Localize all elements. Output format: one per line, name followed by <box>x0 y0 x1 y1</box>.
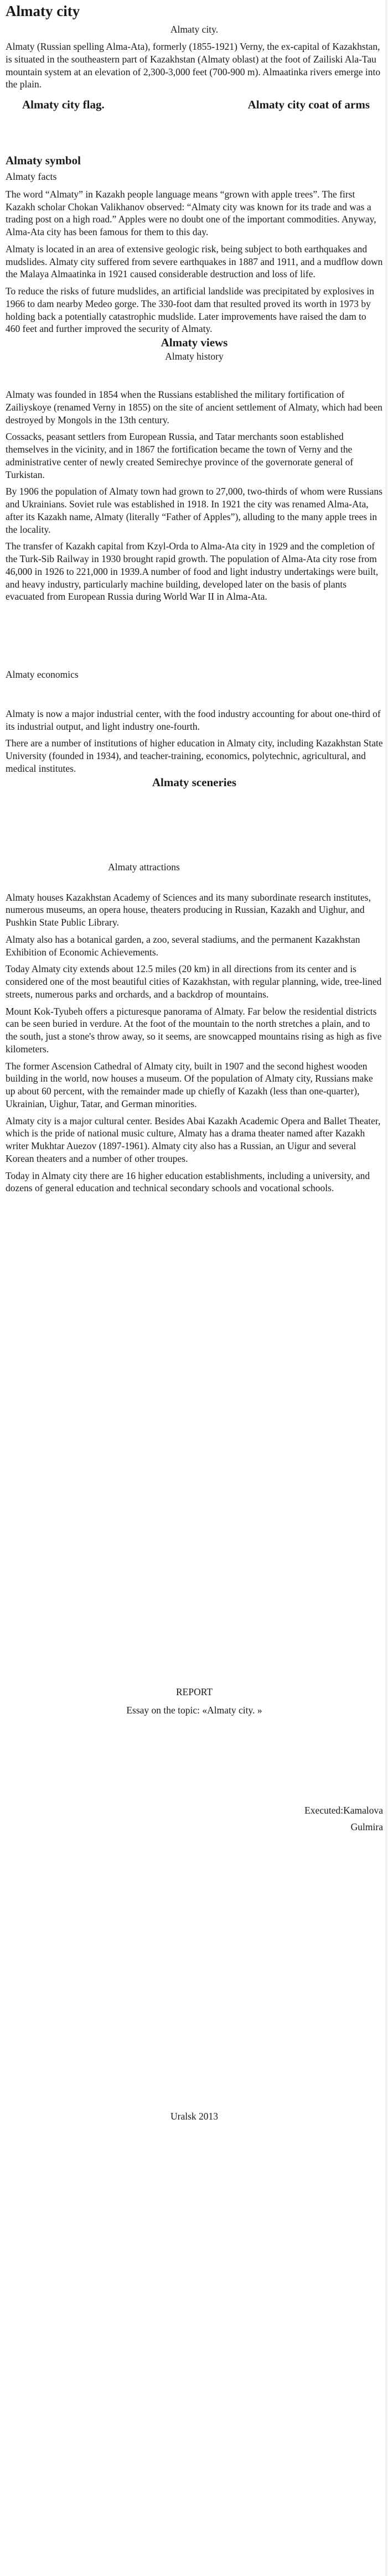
attractions-heading: Almaty attractions <box>108 861 180 872</box>
footer-city-year: Uralsk 2013 <box>170 2111 219 2122</box>
economics-paragraph: There are a number of institutions of higher education in Almaty city, including Kazakhstan State University (founded in 1934), and teacher-training, economics, polytechnic, agricultural, and medical institutes. <box>6 738 383 774</box>
image-placeholder <box>6 363 383 388</box>
image-placeholder <box>6 607 383 668</box>
facts-paragraph: Almaty is located in an area of extensive geologic risk, being subject to both earthquakes and mudslides. Almaty city suffered from severe earthquakes in 1887 and 1911, and a mudflow down the Malaya Almaatinka in 1921 caused considerable destruction and loss of life. <box>6 243 383 280</box>
document-body <box>6 2 383 2127</box>
views-heading: Almaty views <box>161 336 228 350</box>
blank-space <box>6 1838 383 2110</box>
attractions-paragraph: Almaty also has a botanical garden, a zoo, several stadiums, and the permanent Kazakhstan Exhibition of Economic Achievements. <box>6 933 360 958</box>
attractions-paragraph: Almaty city is a major cultural center. Besides Abai Kazakh Academic Opera and Ballet Theater, which is the pride of national music culture, Almaty has a drama theater named after Kazakh writer Mukhtar Auezov (1897-1961). Almaty city also has a Russian, an Uigur and several Korean theaters and a number of other troupes. <box>6 1115 381 1164</box>
facts-paragraph: To reduce the risks of future mudslides, an artificial landslide was precipitated by explosives in 1966 to dam nearby Medeo gorge. The 330-foot dam that resulted proved its worth in 1973 by holding back a potentially catastrophic mudslide. Later improvements have raised the dam to 460 feet and further improved the security of Almaty. <box>6 285 375 335</box>
history-paragraph: The transfer of Kazakh capital from Kzyl-Orda to Alma-Ata city in 1929 and the completion of the Turk-Sib Railway in 1930 brought rapid growth. The population of Alma-Ata city rose from 46,000 in 1926 to 221,000 in 1939.A number of food and light industry undertakings were built, and heavy industry, particularly machine building, developed later on the basis of plants evacuated from European Russia during World War II in Alma-Ata. <box>6 541 379 603</box>
author-name: Gulmira <box>350 1821 383 1833</box>
blank-space <box>6 1199 383 1686</box>
facts-paragraph: The word “Almaty” in Kazakh people language means “grown with apple trees”. The first Kazakh scholar Chokan Valikhanov observed: “Almaty city was known for its trade and was a trading post on a high road.” Apples were no doubt one of the important commodities. Anyway, Alma-Ata city has been famous for them to this day. <box>6 188 376 238</box>
attractions-paragraph: Mount Kok-Tyubeh offers a picturesque panorama of Almaty. Far below the residential districts can be seen buried in verdure. At the foot of the mountain to the north stretches a plain, and to the south, just a stone's throw away, so it seems, are snowcapped mountains rising as high as five kilometers. <box>6 1005 382 1055</box>
sceneries-heading: Almaty sceneries <box>152 775 237 789</box>
history-paragraph: Almaty was founded in 1854 when the Russians established the military fortification of Zailiyskoye (renamed Verny in 1855) on the site of ancient settlement of Almaty, which had been destroyed by Mongols in the 13th century. <box>6 389 382 425</box>
report-title: REPORT <box>175 1686 213 1698</box>
essay-topic: Essay on the topic: «Almaty city. » <box>126 1704 262 1716</box>
city-image-caption: Almaty city. <box>170 24 219 35</box>
executed-by: Executed:Kamalova <box>304 1804 383 1816</box>
image-placeholder <box>6 790 383 861</box>
attractions-paragraph: Today in Almaty city there are 16 higher education establishments, including a university, and dozens of general education and technical secondary schools and vocational schools. <box>6 1170 370 1194</box>
coat-of-arms-heading: Almaty city coat of arms <box>247 98 370 112</box>
page-title: Almaty city <box>6 3 80 19</box>
attractions-paragraph: The former Ascension Cathedral of Almaty city, built in 1907 and the second highest wooden building in the world, now houses a museum. Of the population of Almaty city, Russians make up about 60 percent, with the remainder made up chiefly of Kazakh (less than one-quarter), Ukrainian, Uighur, Tatar, and German minorities. <box>6 1060 373 1109</box>
symbol-heading: Almaty symbol <box>6 154 81 168</box>
facts-heading: Almaty facts <box>6 171 57 183</box>
attractions-paragraph: Today Almaty city extends about 12.5 miles (20 km) in all directions from its center and is considered one of the most beautiful cities of Kazakhstan, with regular planning, wide, tree-lined streets, numerous parks and orchards, and a backdrop of mountains. <box>6 963 382 1000</box>
blank-space <box>6 1721 383 1804</box>
intro-paragraph: Almaty (Russian spelling Alma-Ata), formerly (1855-1921) Verny, the ex-capital of Kazakhstan, is situated in the southeastern part of Kazakhstan (Almaty oblast) at the foot of Zailiski Ala-Tau mountain system at an elevation of 2,300-3,000 feet (700-900 m). Almaatinka rivers emerge into the plain. <box>6 41 381 90</box>
attractions-paragraph: Almaty houses Kazakhstan Academy of Sciences and its many subordinate research institutes, numerous museums, an opera house, theaters producing in Russian, Kazakh and Uighur, and Pushkin State Public Library. <box>6 891 371 928</box>
flag-heading: Almaty city flag. <box>22 98 105 112</box>
economics-paragraph: Almaty is now a major industrial center, with the food industry accounting for about one-third of its industrial output, and light industry one-fourth. <box>6 708 381 732</box>
history-paragraph: By 1906 the population of Almaty town had grown to 27,000, two-thirds of whom were Russians and Ukrainians. Soviet rule was established in 1918. In 1921 the city was renamed Alma-Ata, after its Kazakh name, Almaty (literally “Father of Apples”), alluding to the many apple trees in the locality. <box>6 486 382 535</box>
history-heading: Almaty history <box>165 351 224 362</box>
history-paragraph: Cossacks, peasant settlers from European Russia, and Tatar merchants soon established themselves in the vicinity, and in 1867 the fortification became the town of Verny and the administrative center of newly created Semirechye province of the governorate general of Turkistan. <box>6 431 354 480</box>
economics-heading: Almaty economics <box>6 669 79 681</box>
flag-coat-row <box>6 95 383 148</box>
